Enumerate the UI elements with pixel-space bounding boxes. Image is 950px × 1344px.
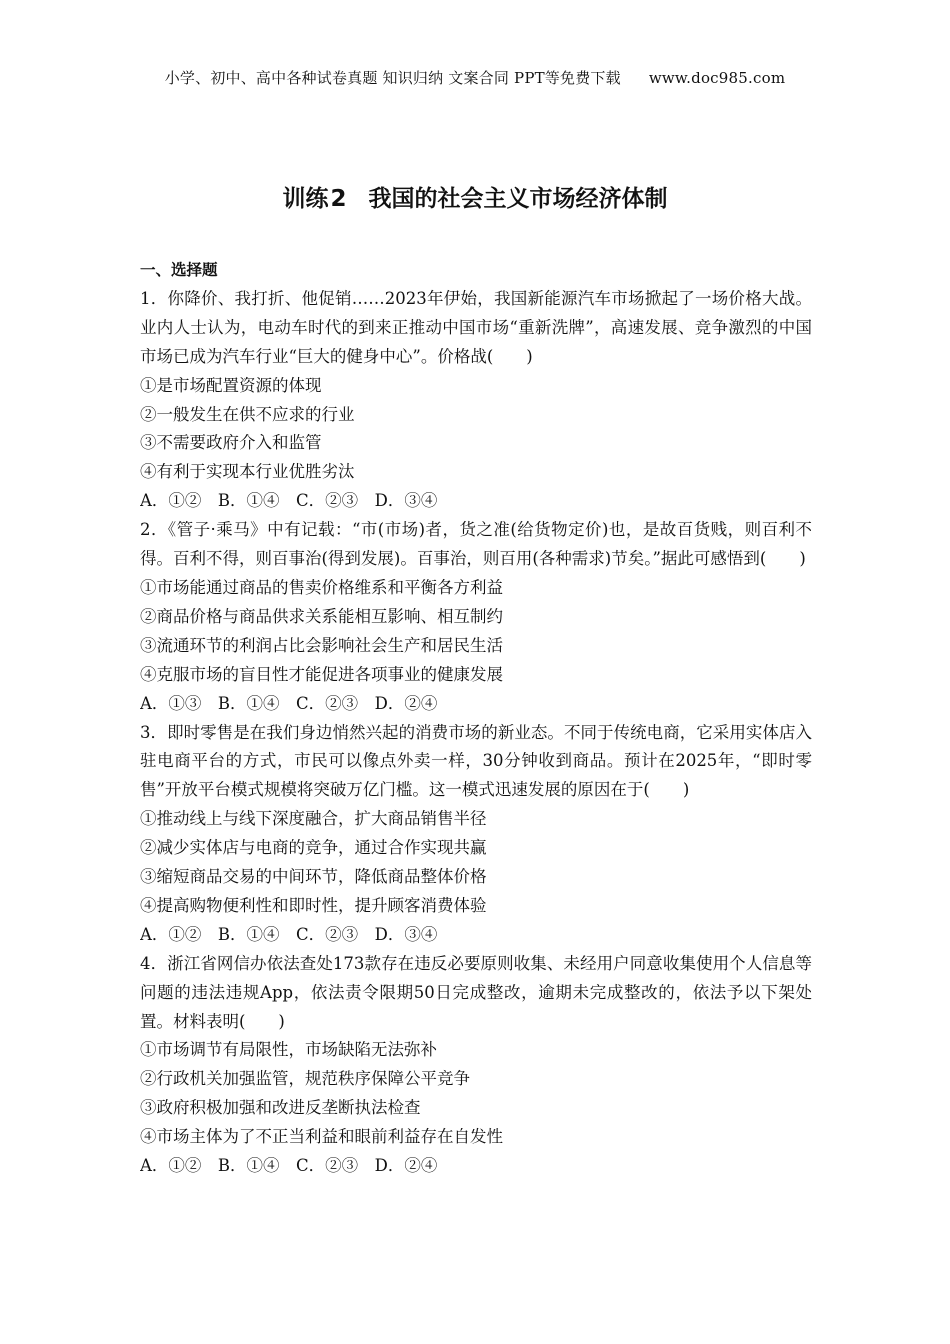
page-title — [0, 180, 950, 213]
question-option: ④提高购物便利性和即时性，提升顾客消费体验 — [140, 895, 487, 915]
question-stem: 2．《管子·乘马》中有记载：“市(市场)者，货之准(给货物定价)也，是故百货贱，则百利不得。百利不得，则百事治(得到发展)。百事治，则百用(各种需求)节矣。”据此可感悟到( ) — [140, 520, 812, 569]
document-body — [140, 256, 812, 1181]
answer-choices: A．①② B．①④ C．②③ D．②④ — [140, 1156, 438, 1176]
question-option: ②行政机关加强监管，规范秩序保障公平竞争 — [140, 1069, 470, 1089]
question-option: ①推动线上与线下深度融合，扩大商品销售半径 — [140, 809, 487, 829]
question-2 — [140, 516, 812, 718]
title-name: 我国的社会主义市场经济体制 — [368, 186, 668, 212]
question-option: ③流通环节的利润占比会影响社会生产和居民生活 — [140, 635, 503, 655]
question-stem: 4．浙江省网信办依法查处173款存在违反必要原则收集、未经用户同意收集使用个人信息等问题的违法违规App，依法责令限期50日完成整改，逾期未完成整改的，依法予以下架处置。材料表明( ) — [140, 953, 812, 1031]
page-header — [0, 67, 950, 88]
section-heading: 一、选择题 — [140, 261, 218, 279]
answer-choices: A．①③ B．①④ C．②③ D．②④ — [140, 693, 438, 713]
question-3 — [140, 719, 812, 950]
question-option: ③政府积极加强和改进反垄断执法检查 — [140, 1098, 421, 1118]
question-option: ③不需要政府介入和监管 — [140, 433, 322, 453]
question-option: ④有利于实现本行业优胜劣汰 — [140, 462, 355, 482]
answer-choices: A．①② B．①④ C．②③ D．③④ — [140, 924, 438, 944]
question-option: ①市场能通过商品的售卖价格维系和平衡各方利益 — [140, 577, 503, 597]
title-number: 2 — [330, 186, 347, 212]
question-1 — [140, 285, 812, 516]
question-option: ②商品价格与商品供求关系能相互影响、相互制约 — [140, 606, 503, 626]
question-stem: 3．即时零售是在我们身边悄然兴起的消费市场的新业态。不同于传统电商，它采用实体店入驻电商平台的方式，市民可以像点外卖一样，30分钟收到商品。预计在2025年，“即时零售”开放平台模式规模将突破万亿门槛。这一模式迅速发展的原因在于( ) — [140, 722, 812, 800]
answer-choices: A．①② B．①④ C．②③ D．③④ — [140, 491, 438, 511]
question-option: ②减少实体店与电商的竞争，通过合作实现共赢 — [140, 838, 487, 858]
header-url: www.doc985.com — [648, 69, 786, 87]
question-option: ④克服市场的盲目性才能促进各项事业的健康发展 — [140, 664, 503, 684]
question-4 — [140, 950, 812, 1181]
question-option: ①市场调节有局限性，市场缺陷无法弥补 — [140, 1040, 437, 1060]
question-option: ④市场主体为了不正当利益和眼前利益存在自发性 — [140, 1127, 503, 1147]
question-option: ②一般发生在供不应求的行业 — [140, 404, 355, 424]
question-stem: 1．你降价、我打折、他促销……2023年伊始，我国新能源汽车市场掀起了一场价格大战。业内人士认为，电动车时代的到来正推动中国市场“重新洗牌”，高速发展、竞争激烈的中国市场已成为汽车行业“巨大的健身中心”。价格战( ) — [140, 288, 812, 366]
header-text: 小学、初中、高中各种试卷真题 知识归纳 文案合同 PPT等免费下载 — [164, 69, 621, 87]
title-prefix: 训练 — [282, 186, 329, 212]
question-option: ①是市场配置资源的体现 — [140, 375, 322, 395]
question-option: ③缩短商品交易的中间环节，降低商品整体价格 — [140, 867, 487, 887]
